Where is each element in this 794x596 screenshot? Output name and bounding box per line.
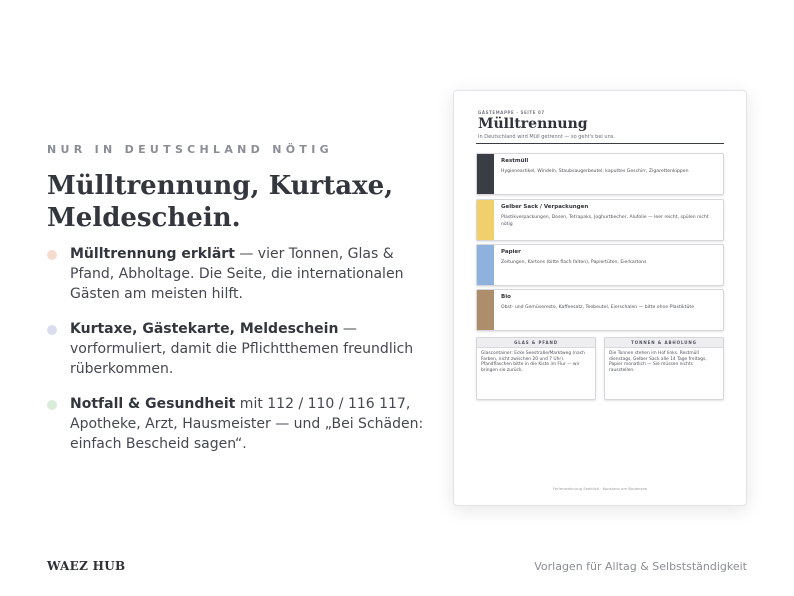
eyebrow-label: NUR IN DEUTSCHLAND NÖTIG — [47, 143, 333, 156]
bin-name: Bio — [501, 294, 511, 300]
bin-card-restmuell — [476, 153, 724, 195]
bin-description: Obst- und Gemüsereste, Kaffeesatz, Teebeutel, Eierschalen — bitte ohne Plastiktüte — [501, 305, 695, 310]
bullet-dot — [47, 325, 57, 335]
info-box-tonnen-abholung — [604, 337, 724, 400]
feature-item-muelltrennung — [47, 244, 427, 304]
feature-item-notfall — [47, 394, 427, 454]
bin-description: Plastikverpackungen, Dosen, Tetrapaks, Joghurtbecher, Alufolie — leer reicht, spülen nicht nötig — [501, 215, 709, 227]
bin-description: Zeitungen, Kartons (bitte flach falten), Papiertüten, Eierkartons — [501, 260, 647, 265]
info-box-glas-pfand — [476, 337, 596, 400]
bin-name: Restmüll — [501, 158, 529, 164]
doc-divider — [476, 143, 724, 144]
doc-footer: Ferienwohnung Seeblick · Konstanz am Bodensee — [552, 486, 648, 491]
bullet-dot — [47, 250, 57, 260]
info-box-text: Glascontainer: Ecke Seestraße/Marktweg (nach Farben, nicht zwischen 20 und 7 Uhr). Pfandflaschen bitte in die Kiste im Flur — wir bringen sie zurück. — [481, 351, 585, 373]
feature-text: — vier Tonnen, Glas & Pfand, Abholtage. Die Seite, die internationalen Gästen am meisten hilft. — [70, 246, 404, 302]
feature-text: mit 112 / 110 / 116 117, Apotheke, Arzt, Hausmeister — und „Bei Schäden: einfach Bescheid sagen“. — [70, 396, 424, 452]
bin-name: Gelber Sack / Verpackungen — [501, 204, 589, 210]
info-box-text: Die Tonnen stehen im Hof links. Restmüll dienstags, Gelber Sack alle 14 Tage freitags, Papier monatlich — Sie müssen nichts rausstellen. — [609, 351, 707, 373]
bin-color-bar — [477, 245, 494, 285]
doc-subtitle: In Deutschland wird Müll getrennt — so geht's bei uns. — [478, 134, 615, 140]
brand-logo: WAEZ HUB — [47, 559, 126, 573]
bin-color-bar — [477, 290, 494, 330]
info-box-title: TONNEN & ABHOLUNG — [605, 338, 723, 348]
bullet-dot — [47, 400, 57, 410]
feature-title: Kurtaxe, Gästekarte, Meldeschein — [70, 321, 339, 337]
page-title: Mülltrennung, Kurtaxe, Meldeschein. — [47, 171, 394, 233]
feature-title: Mülltrennung erklärt — [70, 246, 235, 262]
doc-kicker: GÄSTEMAPPE · SEITE 07 — [478, 110, 545, 115]
feature-text: — vorformuliert, damit die Pflichtthemen freundlich rüberkommen. — [70, 321, 414, 377]
info-box-title: GLAS & PFAND — [477, 338, 595, 348]
feature-title: Notfall & Gesundheit — [70, 396, 236, 412]
feature-item-kurtaxe — [47, 319, 427, 379]
document-preview — [453, 90, 747, 506]
bin-color-bar — [477, 154, 494, 194]
brand-tagline: Vorlagen für Alltag & Selbstständigkeit — [534, 560, 747, 573]
feature-list — [47, 244, 427, 469]
bin-description: Hygieneartikel, Windeln, Staubsaugerbeutel, kaputtes Geschirr, Zigarettenkippen — [501, 169, 689, 174]
bin-card-gelber-sack — [476, 199, 724, 241]
bin-card-bio — [476, 289, 724, 331]
bin-card-papier — [476, 244, 724, 286]
doc-title: Mülltrennung — [478, 116, 588, 132]
bin-color-bar — [477, 200, 494, 240]
bin-name: Papier — [501, 249, 521, 255]
